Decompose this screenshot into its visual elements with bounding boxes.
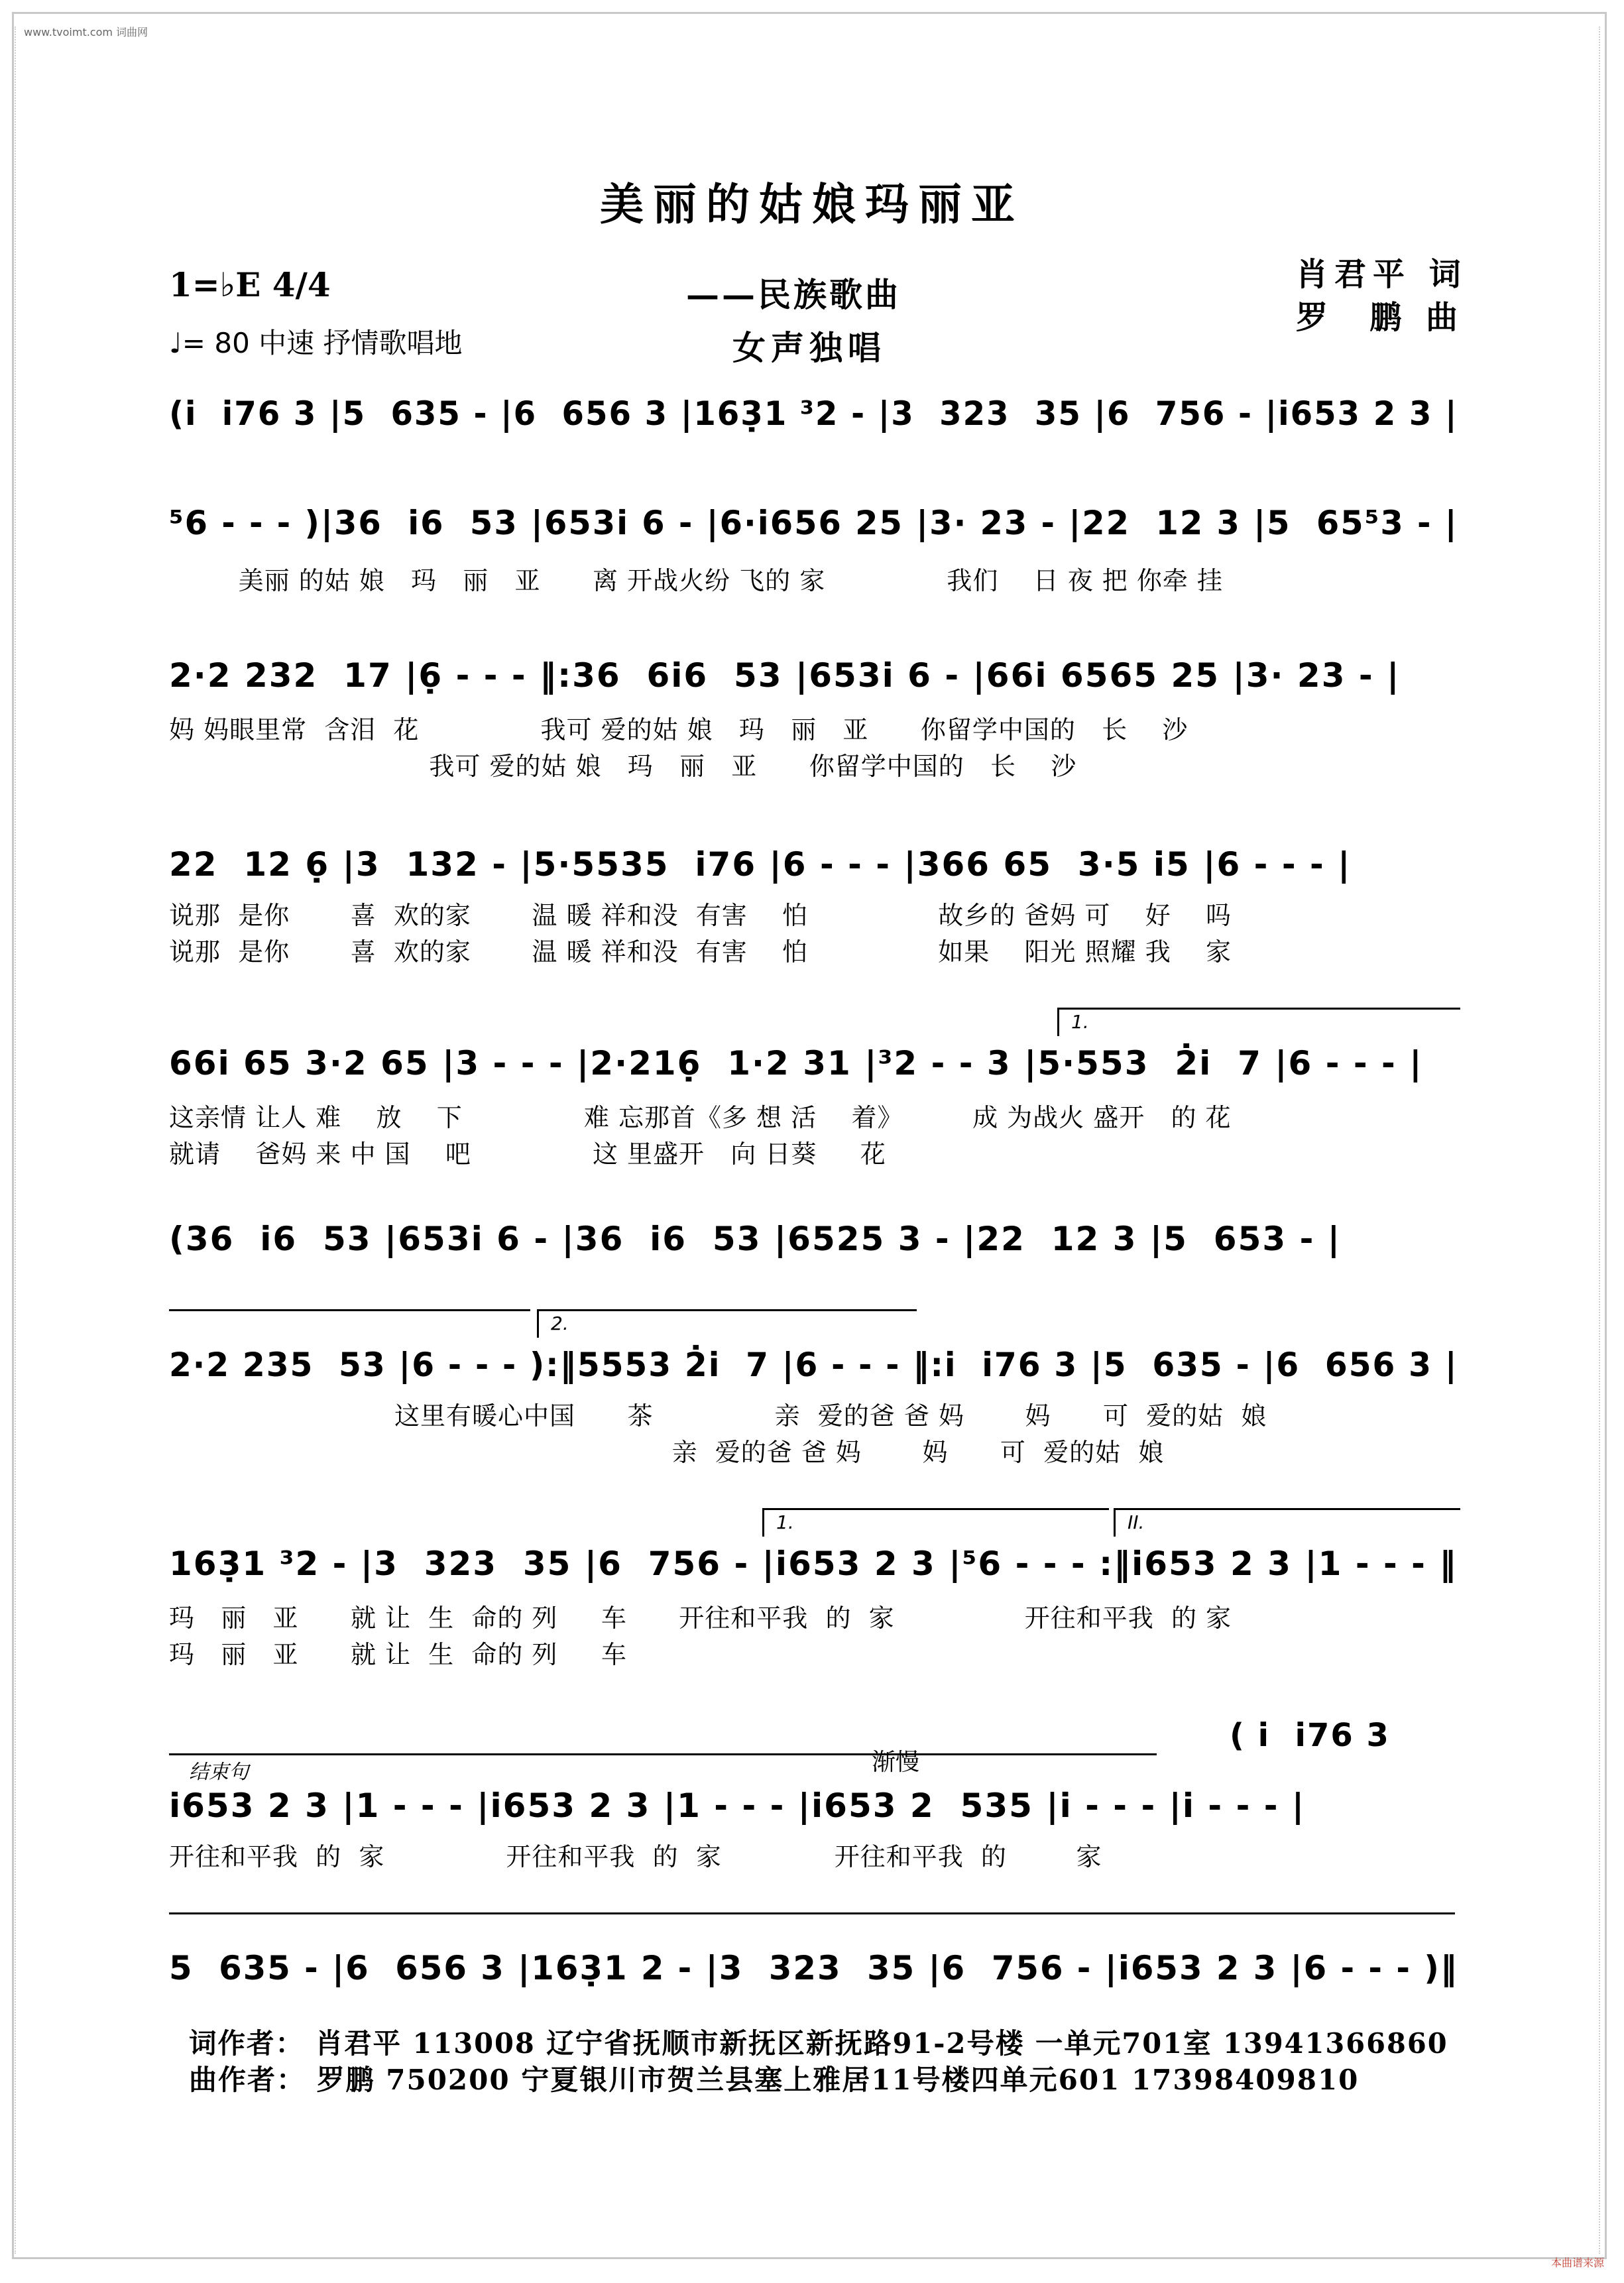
notation-line: 66i̇ 65 3·2 65 |3 - - - |2·216̣ 1·2 31 |³2 - - 3 |5·553 2̇i̇ 7 |6 - - - | — [169, 1044, 1423, 1083]
lyric-line-2: 说那 是你 喜 欢的家 温 暖 祥和没 有害 怕 如果 阳光 照耀 我 家 — [169, 937, 1232, 966]
lyric-line-1: 这里有暖心中国 茶 亲 爱的爸 爸 妈 妈 可 爱的姑 娘 — [169, 1401, 1267, 1431]
lyric-line-1: 玛 丽 亚 就 让 生 命的 列 车 开往和平我 的 家 开往和平我 的 家 — [169, 1604, 1232, 1633]
volta-first-bracket-line — [169, 1309, 530, 1311]
lyric-line-1: 妈 妈眼里常 含泪 花 我可 爱的姑 娘 玛 丽 亚 你留学中国的 长 沙 — [169, 715, 1189, 744]
lyric-line-1: 美丽 的姑 娘 玛 丽 亚 离 开战火纷 飞的 家 我们 日 夜 把 你牵 挂 — [169, 566, 1223, 595]
volta-second-ending — [537, 1309, 917, 1338]
left-watermark-strip — [15, 27, 27, 2254]
ritardando-label: 渐慢 — [872, 1749, 920, 1776]
notation-line: 2·2 235 53 |6 - - - ):‖5553 2̇i̇ 7 |6 - - - ‖:i̇ i̇76 3 |5 635 - |6 656 3 | — [169, 1346, 1458, 1384]
volta-first-ending-2 — [762, 1508, 1109, 1537]
lyric-line-1: 说那 是你 喜 欢的家 温 暖 祥和没 有害 怕 故乡的 爸妈 可 好 吗 — [169, 901, 1232, 930]
site-watermark: www.tvoimt.com 词曲网 — [24, 26, 148, 38]
volta-first-ending — [1057, 1008, 1460, 1036]
volta-label: II. — [1128, 1511, 1145, 1533]
outro-bracket-line — [169, 1912, 1455, 1914]
lyricist-credit: 肖君平 词 — [1296, 256, 1468, 293]
notation-line: 163̣1 ³2 - |3 323 35 |6 756 - |i̇653 2 3 |⁵6 - - - :‖i̇653 2 3 |1 - - - ‖ — [169, 1545, 1458, 1583]
lyric-line-2: 玛 丽 亚 就 让 生 命的 列 车 — [169, 1640, 627, 1669]
volta-label: 2. — [551, 1313, 569, 1334]
right-watermark-strip — [1599, 27, 1611, 2254]
notation-line: 5 635 - |6 656 3 |163̣1 2 - |3 323 35 |6 756 - |i̇653 2 3 |6 - - - )‖ — [169, 1949, 1458, 1987]
song-title: 美丽的姑娘玛丽亚 — [600, 178, 1024, 230]
composer-credit: 罗 鹏 曲 — [1296, 299, 1465, 336]
notation-line: 22 12 6̣ |3 132 - |5·5535 i̇76 |6 - - - |366 65 3·5 i̇5 |6 - - - | — [169, 845, 1352, 884]
lyric-line-2: 我可 爱的姑 娘 玛 丽 亚 你留学中国的 长 沙 — [169, 752, 1077, 781]
lyric-line-2: 亲 爱的爸 爸 妈 妈 可 爱的姑 娘 — [169, 1438, 1165, 1467]
key-signature: 1=♭E 4/4 — [169, 265, 331, 304]
notation-line: (i̇ i̇76 3 |5 635 - |6 656 3 |163̣1 ³2 - |3 323 35 |6 756 - |i̇653 2 3 | — [169, 394, 1458, 433]
footer-composer-contact: 曲作者： 罗鹏 750200 宁夏银川市贺兰县塞上雅居11号楼四单元601 17398409810 — [189, 2064, 1360, 2096]
footer-lyricist-contact: 词作者： 肖君平 113008 辽宁省抚顺市新抚区新抚路91-2号楼 一单元701室 13941366860 — [189, 2027, 1448, 2060]
volta-label: 1. — [1071, 1011, 1089, 1033]
notation-line: i̇653 2 3 |1 - - - |i̇653 2 3 |1 - - - |i̇653 2 535 |i̇ - - - |i̇ - - - | — [169, 1786, 1306, 1825]
volta-second-ending-2 — [1114, 1508, 1460, 1537]
intro-reprise-notes: ( i̇ i̇76 3 — [1230, 1717, 1390, 1754]
notation-line: (36 i̇6 53 |653i̇ 6 - |36 i̇6 53 |6525 3 - |22 12 3 |5 653 - | — [169, 1220, 1341, 1258]
volta-label: 1. — [776, 1511, 794, 1533]
voice-type: 女声独唱 — [732, 328, 886, 367]
lyric-line-2: 就请 爸妈 来 中 国 吧 这 里盛开 向 日葵 花 — [169, 1140, 886, 1169]
source-badge: 本曲谱来源 — [1550, 2256, 1604, 2269]
lyric-line-1: 这亲情 让人 难 放 下 难 忘那首《多 想 活 着》 成 为战火 盛开 的 花 — [169, 1103, 1232, 1132]
notation-line: ⁵6 - - - )|36 i̇6 53 |653i̇ 6 - |6·i̇656 25 |3· 23 - |22 12 3 |5 65⁵3 - | — [169, 504, 1458, 542]
genre-subtitle: ——民族歌曲 — [686, 275, 901, 314]
tempo-marking: ♩= 80 中速 抒情歌唱地 — [169, 327, 463, 359]
notation-line: 2·2 232 17 |6̣ - - - ‖:36 6i̇6 53 |653i̇ 6 - |66i̇ 6565 25 |3· 23 - | — [169, 656, 1401, 695]
ending-phrase-bracket — [169, 1753, 1157, 1755]
lyric-line-1: 开往和平我 的 家 开往和平我 的 家 开往和平我 的 家 — [169, 1842, 1102, 1871]
ending-phrase-label: 结束句 — [189, 1761, 249, 1784]
